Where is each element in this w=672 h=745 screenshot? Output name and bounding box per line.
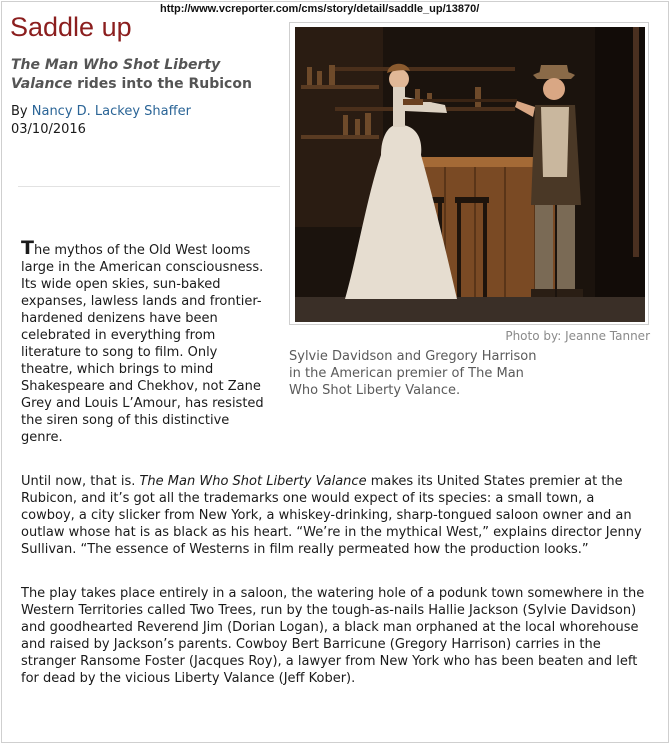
article-title: Saddle up (10, 12, 132, 42)
intro-text: he mythos of the Old West looms large in the American consciousness. Its wide open skies, sun-baked expanses, lawless lands and frontier-hardened denizens have been celebrated in everything from literature to song to film. Only theatre, which brings to mind Shakespeare and Chekhov, not Zane Grey and Louis L’Amour, has resisted the siren song of this distinctive genre. (21, 243, 264, 445)
subtitle-rest: rides into the Rubicon (72, 76, 252, 92)
paragraph-2-play-title: The Man Who Shot Liberty Valance (139, 474, 367, 489)
page-url: http://www.vcreporter.com/cms/story/detail/saddle_up/13870/ (160, 3, 480, 15)
paragraph-3: The play takes place entirely in a saloon, the watering hole of a podunk town somewhere in the Western Territories called Two Trees, run by the tough-as-nails Hallie Jackson (Sylvie Davidson) and goodhearted Reverend Jim (Dorian Logan), a black man orphaned at the local whorehouse and raised by Jackson’s parents. Cowboy Bert Barricune (Gregory Harrison) carries in the stranger Ransome Foster (Jacques Roy), a lawyer from New York who has been beaten and left for dead by the vicious Liberty Valance (Jeff Kober). (21, 586, 645, 686)
divider (18, 186, 280, 187)
author-link[interactable]: Nancy D. Lackey Shaffer (31, 104, 191, 119)
drop-cap: T (21, 237, 34, 259)
photo-credit: Photo by: Jeanne Tanner (505, 329, 650, 343)
article-subtitle (11, 56, 286, 94)
subtitle-play-title: The Man Who Shot Liberty Valance (11, 57, 221, 92)
publish-date: 03/10/2016 (11, 122, 86, 137)
photo-frame (289, 22, 649, 325)
intro-paragraph (21, 237, 267, 446)
byline-prefix: By (11, 104, 32, 119)
stage-photo (295, 27, 645, 322)
paragraph-2-rest: makes its United States premier at the Rubicon, and it’s got all the trademarks one would expect of its species: a small town, a cowboy, a city slicker from New York, a whiskey-drinking, sharp-tongued saloon owner and an outlaw whose hat is as black as his heart. “We’re in the mythical West,” explains director Jenny Sullivan. “The essence of Westerns in film really permeated how the production looks.” (21, 474, 642, 557)
paragraph-2 (21, 473, 651, 558)
photo-caption: Sylvie Davidson and Gregory Harrison in the American premier of The Man Who Shot Liberty Valance. (289, 349, 537, 398)
byline (11, 104, 191, 119)
paragraph-2-start: Until now, that is. (21, 474, 140, 489)
